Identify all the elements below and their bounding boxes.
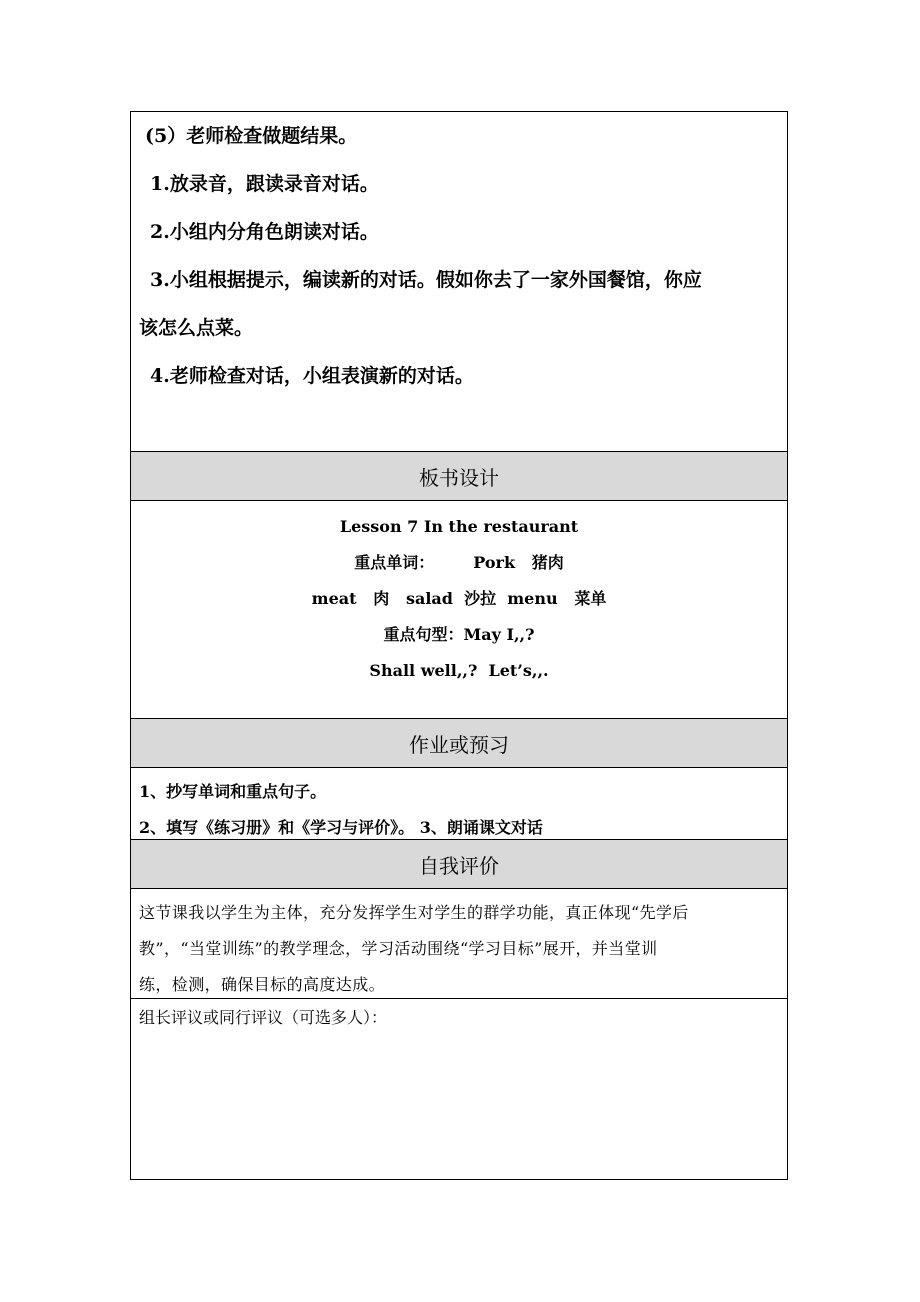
- teaching-steps-section: [131, 112, 787, 452]
- step-line: 2.小组内分角色朗读对话。: [150, 221, 379, 243]
- step-line: 1.放录音，跟读录音对话。: [150, 173, 379, 195]
- board-line: meat 肉 salad 沙拉 menu 菜单: [311, 589, 607, 608]
- homework-line: 2、填写《练习册》和《学习与评价》。 3、朗诵课文对话: [139, 818, 543, 837]
- self-evaluation-header: 自我评价: [131, 840, 787, 889]
- peer-review-label: 组长评议或同行评议（可选多人）：: [139, 1008, 388, 1027]
- step-line: 4.老师检查对话，小组表演新的对话。: [150, 365, 474, 387]
- self-evaluation-line: 这节课我以学生为主体，充分发挥学生对学生的群学功能，真正体现“先学后: [139, 903, 689, 922]
- board-line: 重点单词： Pork 猪肉: [354, 553, 564, 572]
- peer-review-section: [131, 999, 787, 1179]
- homework-header: 作业或预习: [131, 719, 787, 768]
- step-line: 该怎么点菜。: [139, 317, 254, 339]
- step-line: (5）老师检查做题结果。: [145, 125, 358, 147]
- homework-line: 1、抄写单词和重点句子。: [139, 782, 327, 801]
- board-design-content: [131, 501, 787, 719]
- step-line: 3.小组根据提示，编读新的对话。假如你去了一家外国餐馆，你应: [150, 269, 702, 291]
- self-evaluation-line: 教”，“当堂训练”的教学理念，学习活动围绕“学习目标”展开，并当堂训: [139, 939, 658, 958]
- homework-content: [131, 768, 787, 840]
- board-line: 重点句型：May I,,?: [383, 625, 535, 644]
- board-line: Lesson 7 In the restaurant: [339, 517, 579, 536]
- board-line: Shall well,,? Let’s,,.: [369, 661, 549, 680]
- self-evaluation-line: 练，检测，确保目标的高度达成。: [139, 975, 386, 994]
- lesson-plan-table: [130, 111, 788, 1180]
- board-design-header: 板书设计: [131, 452, 787, 501]
- self-evaluation-content: [131, 889, 787, 999]
